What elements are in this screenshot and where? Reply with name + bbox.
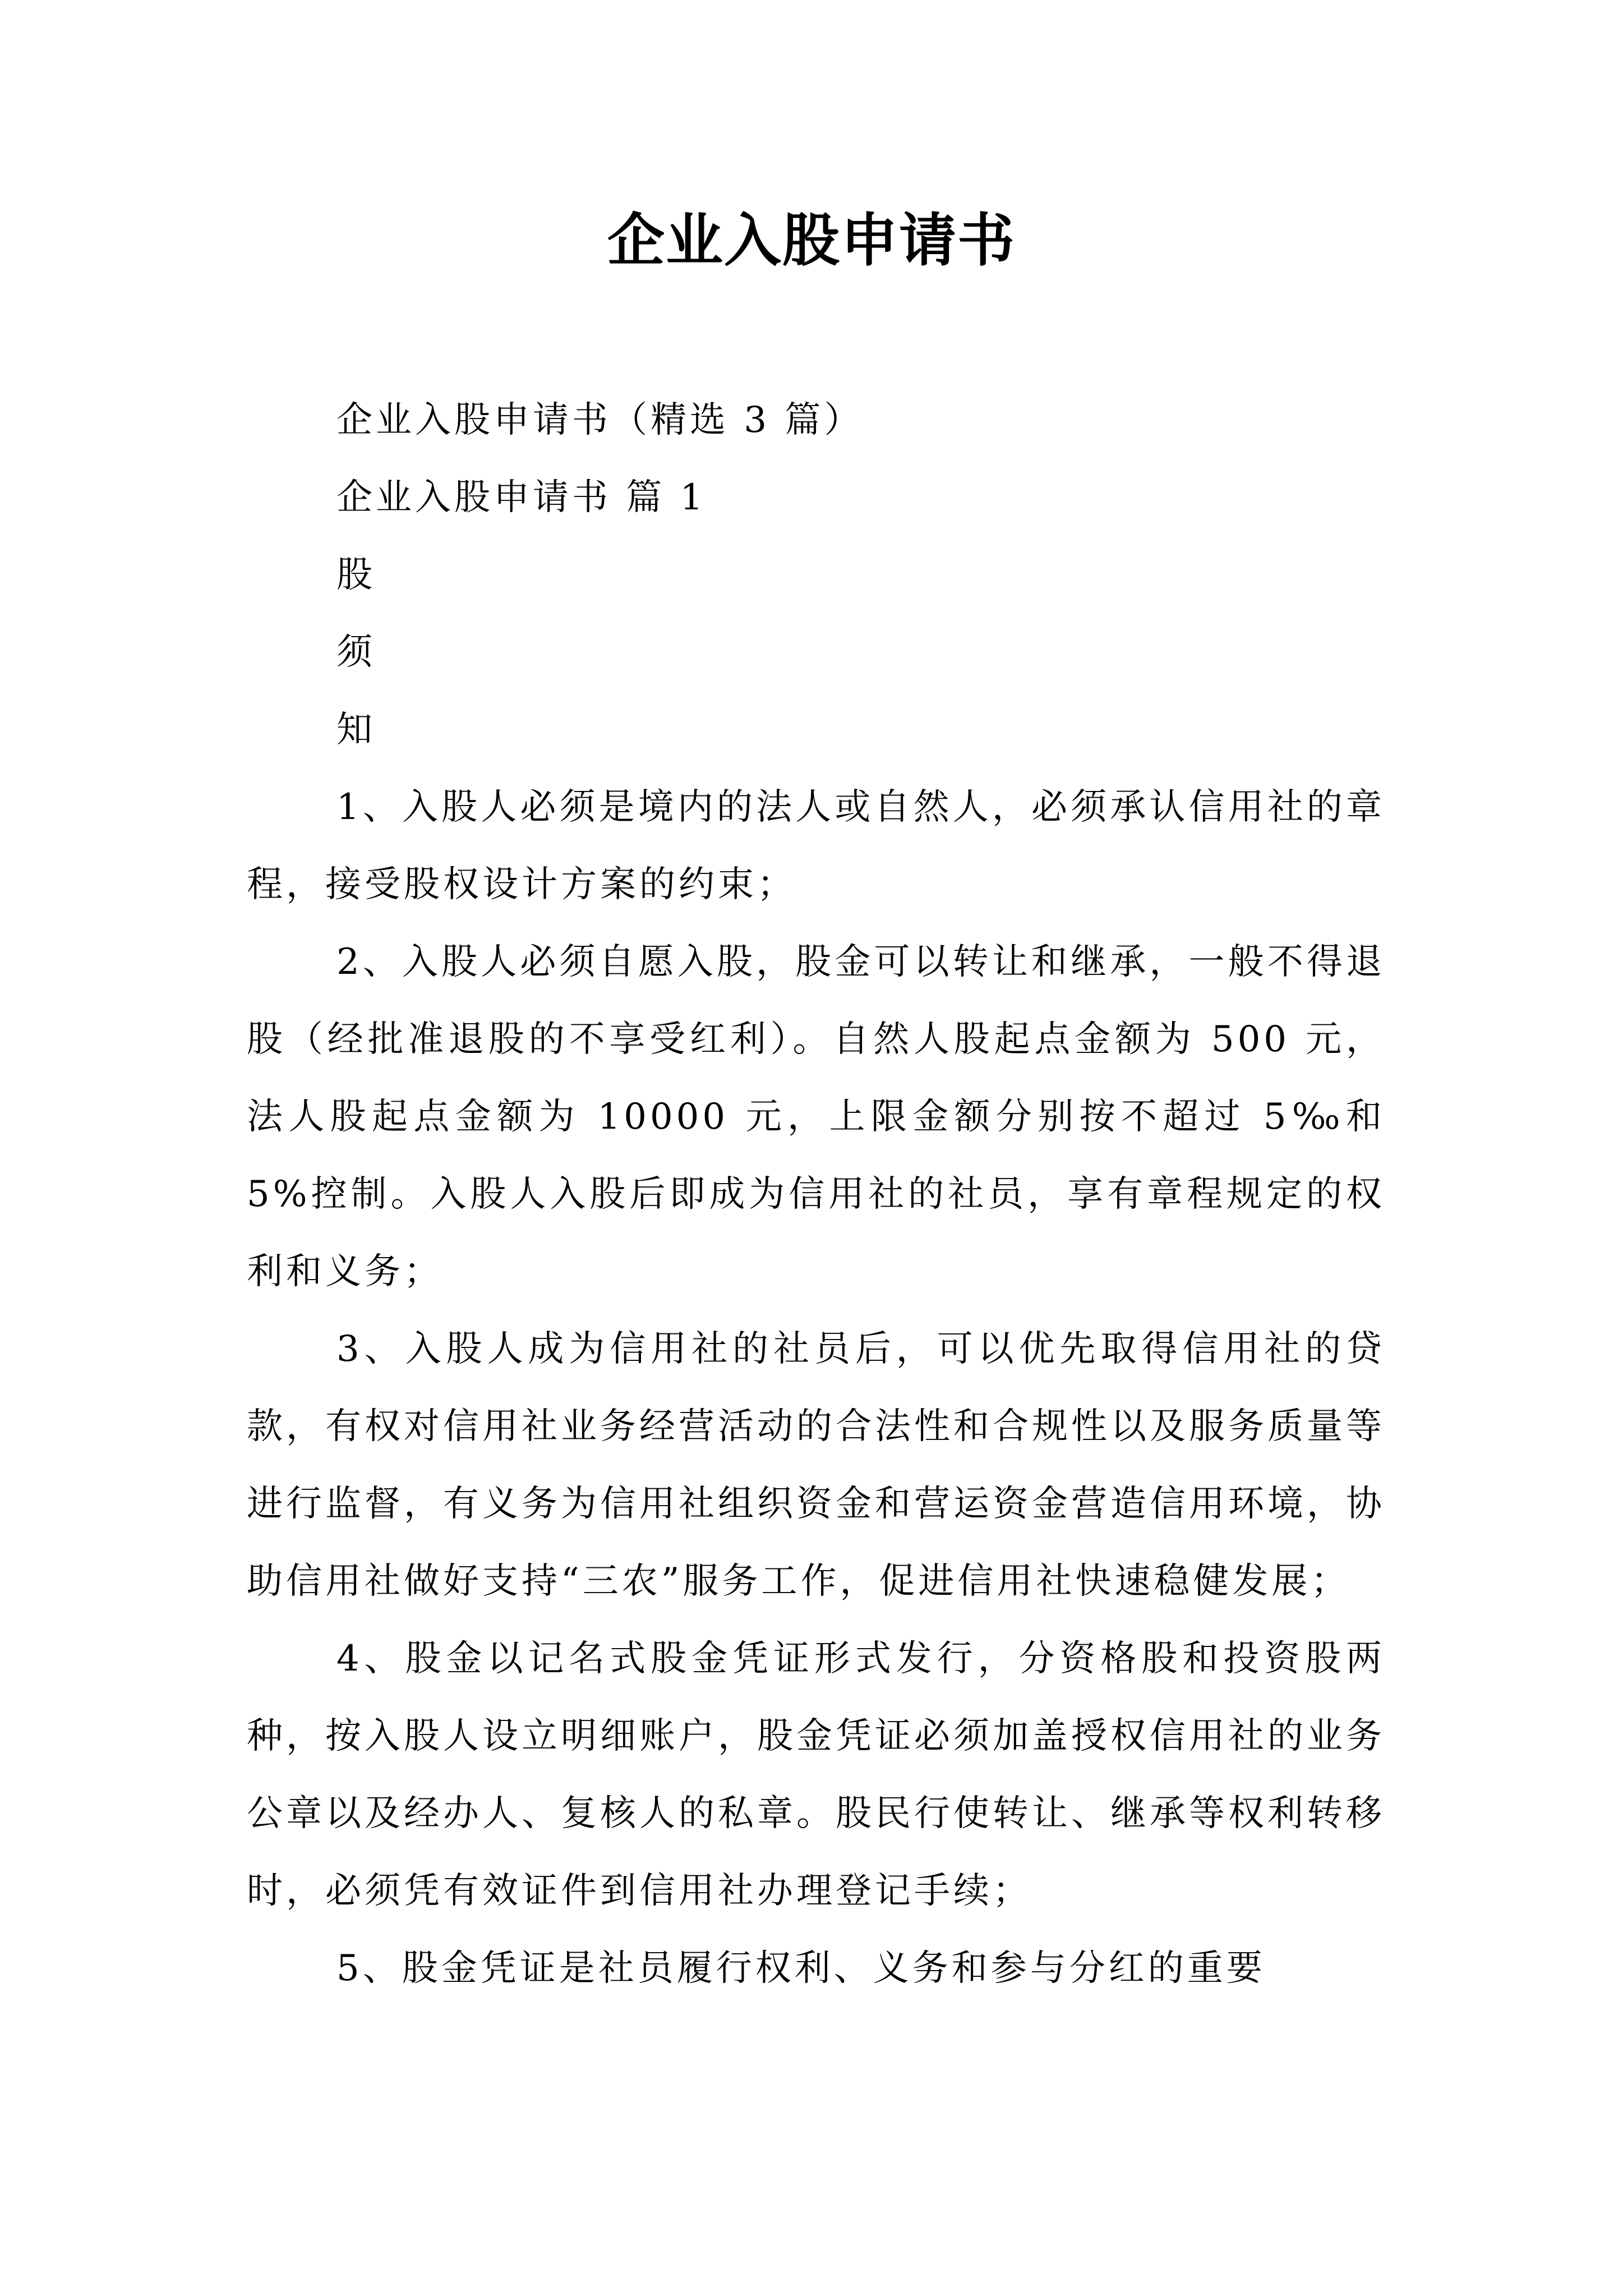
subtitle-line: 须 bbox=[336, 632, 376, 673]
document-body bbox=[247, 381, 1385, 2007]
paragraph: 2、入股人必须自愿入股，股金可以转让和继承，一般不得退股（经批准退股的不享受红利）。自然人股起点金额为 500 元，法人股起点金额为 10000 元，上限金额分别按不超过 5‰和 5%控制。入股人入股后即成为信用社的社员，享有章程规定的权利和义务； bbox=[247, 941, 1385, 1292]
paragraph: 4、股金以记名式股金凭证形式发行，分资格股和投资股两种，按入股人设立明细账户，股金凭证必须加盖授权信用社的业务公章以及经办人、复核人的私章。股民行使转让、继承等权利转移时，必须凭有效证件到信用社办理登记手续； bbox=[247, 1638, 1385, 1912]
subtitle-line: 企业入股申请书 篇 1 bbox=[336, 477, 707, 518]
paragraph: 5、股金凭证是社员履行权利、义务和参与分红的重要 bbox=[336, 1948, 1266, 1989]
subtitle-line: 企业入股申请书（精选 3 篇） bbox=[336, 399, 864, 441]
paragraph: 3、入股人成为信用社的社员后，可以优先取得信用社的贷款，有权对信用社业务经营活动的合法性和合规性以及服务质量等进行监督，有义务为信用社组织资金和营运资金营造信用环境，协助信用社做好支持“三农”服务工作，促进信用社快速稳健发展； bbox=[247, 1328, 1385, 1602]
subtitle-line: 股 bbox=[336, 554, 376, 596]
document-title: 企业入股申请书 bbox=[607, 208, 1016, 274]
subtitle-line: 知 bbox=[336, 709, 376, 751]
paragraph: 1、入股人必须是境内的法人或自然人，必须承认信用社的章程，接受股权设计方案的约束； bbox=[247, 786, 1385, 905]
